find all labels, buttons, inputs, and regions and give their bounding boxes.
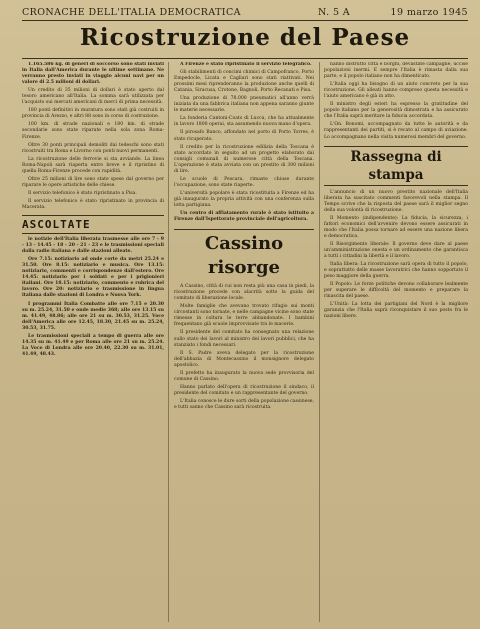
article-paragraph: Molte famiglie che avevano trovato rifugio sui monti circostanti sono tornate, e nelle campagne vicine sono state rimesse in coltura le terre abbandonate. I bambini frequentano già scuole improvvisate tra le macerie.: [174, 304, 314, 328]
article-paragraph: Il pirosafo Banco, affondato nel porto di Porto Torres, è stato ricuperato.: [174, 130, 314, 142]
article-paragraph: Il presidente del comitato ha consegnato una relazione sullo stato dei lavori al ministro dei lavori pubblici, che ha stanziato i fondi necessari.: [174, 330, 314, 348]
rassegna-headline: Rassegna di stampa: [324, 146, 468, 186]
listen-paragraph: Le trasmissioni speciali a tempo di guerra alle ore 14.35 su m. 41.49 e per Roma alle ore 21 su m. 25.24. La Voce di Londra alle ore 20.40, 22.30 su m. 31.01, 41.49, 48.43.: [22, 333, 164, 357]
article-paragraph: Italia libera: La ricostruzione sarà opera di tutto il popolo, e soprattutto delle masse lavoratrici che hanno sopportato il peso maggiore della guerra.: [324, 262, 468, 280]
article-paragraph: A Firenze è stato ripristinato il servizio telegrafico.: [180, 62, 312, 67]
article-paragraph: Oltre 30 ponti principali demoliti dai tedeschi sono stati ricostruiti tra Roma e Livorno con ponti nuovi permanenti.: [22, 142, 164, 154]
article-paragraph: Il Risorgimento liberale: Il governo deve dare al paese un'amministrazione onesta e un ordinamento che garantisca a tutti i cittadini la libertà e il lavoro.: [324, 241, 468, 260]
article-paragraph: Il servizio telefonico è stato ripristinato a Pisa.: [28, 190, 137, 196]
article-paragraph: L'Unità: La lotta dei partigiani del Nord è la migliore garanzia che l'Italia saprà riconquistare il suo posto fra le nazioni libere.: [324, 302, 468, 320]
column-divider: [168, 62, 169, 622]
article-paragraph: Il servizio telefonico è stato ripristinato in provincia di Macerata.: [22, 198, 164, 210]
listen-paragraph: Ore 7.15: notiziario ad onde corte da metri 25.24 e 31.50. Ore 8.15: notiziario e musica. Ore 13.15: notiziario, commenti e corrispondenze dall'estero. Ore 14.45: notiziario per i soldati e per i prigionieri italiani. Ore 18.15: notiziario, commento e rubrica del lavoro. Ore 20: notiziario e trasmissione in lingua italiana dalle stazioni di Londra e Nuova York.: [22, 257, 164, 299]
issue-date: 19 marzo 1945: [390, 6, 468, 18]
article-paragraph: La fonderia Cantoni-Coats di Lucca, che ha attualmente in lavoro 1800 operai, sta assumendo nuova mano d'opera.: [174, 116, 314, 128]
masthead: [22, 4, 468, 21]
article-paragraph: Il credito per la ricostruzione edilizia della Toscana è stato accordato in seguito ad un progetto elaborato dai consigli comunali di numerose città della Toscana. L'operazione è stata avviata con un prestito di 300 milioni di lire.: [174, 144, 314, 174]
article-paragraph: Un centro di affiatamento rurale è stato istituito a Firenze dall'Ispettorato provinciale dell'agricoltura.: [174, 211, 314, 223]
article-paragraph: A Cassino, città di cui non resta più una casa in piedi, la ricostruzione procede con alacrità sotto la guida del comitato di liberazione locale.: [174, 284, 314, 302]
article-paragraph: Le scuole di Pescara, rimaste chiuse durante l'occupazione, sono state riaperte.: [174, 176, 314, 188]
cassino-headline: Cassino risorge: [174, 229, 314, 280]
article-paragraph: 180 ponti definitivi in muratura sono stati già costruiti in provincia di Arezzo, e altri 88 sono in corso di costruzione.: [22, 108, 164, 120]
article-paragraph: 100 km. di strade nazionali e 180 km. di strade secondarie sono state riparate nella sola zona Roma-Firenze.: [22, 122, 164, 140]
article-paragraph: L'Italia oggi ha bisogno di un aiuto concreto per la sua ricostruzione. Gli alleati hanno compreso questa necessità e l'aiuto americano è già in atto.: [324, 82, 468, 100]
listen-paragraph: I programmi Italia Combatte alle ore 7.15 e 20.30 su m. 25.24, 31.50 e onde medie 368; alle ore 13.15 su m. 41.49, 48.86; alle ore 21 su m. 30.53, 31.25. Voce dell'America alle ore 12.45, 18.30, 21.45 su m. 25.24, 30.53, 31.75.: [22, 301, 164, 331]
article-paragraph: Gli stabilimenti di concimi chimici di Campofranco, Porto Empedocle, Licata e Cagliari sono stati riattivati. Nei prossimi mesi riprenderanno la produzione anche quelli di Catania, Siracusa, Crotone, Bagnoli, Porto Recanati e Pisa.: [174, 70, 314, 94]
masthead-title: CRONACHE DELL'ITALIA DEMOCRATICA: [22, 6, 241, 18]
column-3: [324, 62, 468, 622]
article-paragraph: Il prefetto ha inaugurato la nuova sede provvisoria del comune di Cassino.: [174, 370, 314, 382]
article-paragraph: Oltre 25 milioni di lire sono state spese dal governo per riparare le opere artistiche delle chiese.: [22, 176, 164, 188]
column-2: [174, 62, 314, 622]
listen-paragraph: le notizie dell'Italia liberata trasmesse alle ore 7 - 9 - 13 - 14.45 - 18 - 20 - 21 - 23 e le trasmissioni speciali dalla radio italiana e dalle stazioni alleate.: [22, 237, 164, 255]
column-1: [22, 62, 164, 622]
article-paragraph: Hanno parlato dell'opera di ricostruzione il sindaco, il presidente del comitato e un rappresentante del governo.: [174, 384, 314, 396]
article-paragraph: Il Popolo: Le forze politiche devono collaborare lealmente per superare le difficoltà del momento e preparare la rinascita del paese.: [324, 282, 468, 300]
article-paragraph: 1.165.586 kg. di generi di soccorso sono stati inviati in Italia dall'America durante le ultime settimane. Ne verranno presto inviati in viaggio alcuni navi per un valore di 2.5 milioni di dollari.: [22, 62, 164, 86]
headline-rule: [22, 58, 468, 59]
article-paragraph: hanno distrutto città e borghi, devastate campagne, uccise popolazioni inermi. E sempre l'Italia è rimasta dalla sua parte, e il popolo italiano non ha dimenticato.: [324, 62, 468, 80]
article-paragraph: L'On. Bonomi, accompagnato da tutte le autorità e da rappresentanti dei partiti, si è recato al campo di aviazione. Lo accompagnano nella visita numerosi membri del governo.: [324, 122, 468, 140]
article-paragraph: La ricostruzione delle ferrovie si sta avviando. La linea Roma-Napoli sarà riaperta entro breve e il ripristino di quella Roma-Firenze procede con rapidità.: [22, 156, 164, 174]
article-paragraph: Il ministro degli esteri ha espresso la gratitudine del popolo italiano per la generosità dimostrata e ha assicurato che l'Italia saprà meritare la fiducia accordata.: [324, 102, 468, 120]
main-headline: Ricostruzione del Paese: [79, 24, 411, 51]
article-paragraph: L'Italia conosce le dure sorti della popolazione cassinese, e tutti sanno che Cassino sarà ricostruita.: [174, 398, 314, 410]
article-paragraph: Un credito di 35 milioni di dollari è stato aperto dal tesoro americano all'Italia. La somma sarà utilizzata per l'acquisto sui mercati americani di merci di prima necessità.: [22, 88, 164, 106]
article-paragraph: Il S. Padre aveva delegato per la ricostruzione dell'abbazia di Montecassino il monsignore delegato apostolico.: [174, 350, 314, 368]
article-paragraph: L'annuncio di un nuovo prestito nazionale dell'Italia liberata ha suscitato commenti favorevoli nella stampa. Il Tempo scrive che la risposta del paese sarà il miglior segno della sua volontà di ricostruzione.: [324, 189, 468, 213]
article-paragraph: L'università popolare è stata ricostituita a Firenze ed ha già inaugurato la propria attività con una conferenza sulla lotta partigiana.: [174, 190, 314, 208]
column-divider: [319, 62, 320, 622]
listen-box-title: ASCOLTATE: [22, 215, 164, 234]
article-paragraph: Una produzione di 78.000 pneumatici all'anno verrà iniziata da una fabbrica italiana non appena saranno giunte le materie necessarie.: [174, 96, 314, 114]
issue-number: N. 5 A: [318, 6, 351, 18]
article-paragraph: Il Momento (indipendente): La fiducia, la sicurezza, i fattori economici dell'avvenire devono essere assicurati in modo che l'Italia possa tornare ad essere una nazione libera e democratica.: [324, 215, 468, 239]
